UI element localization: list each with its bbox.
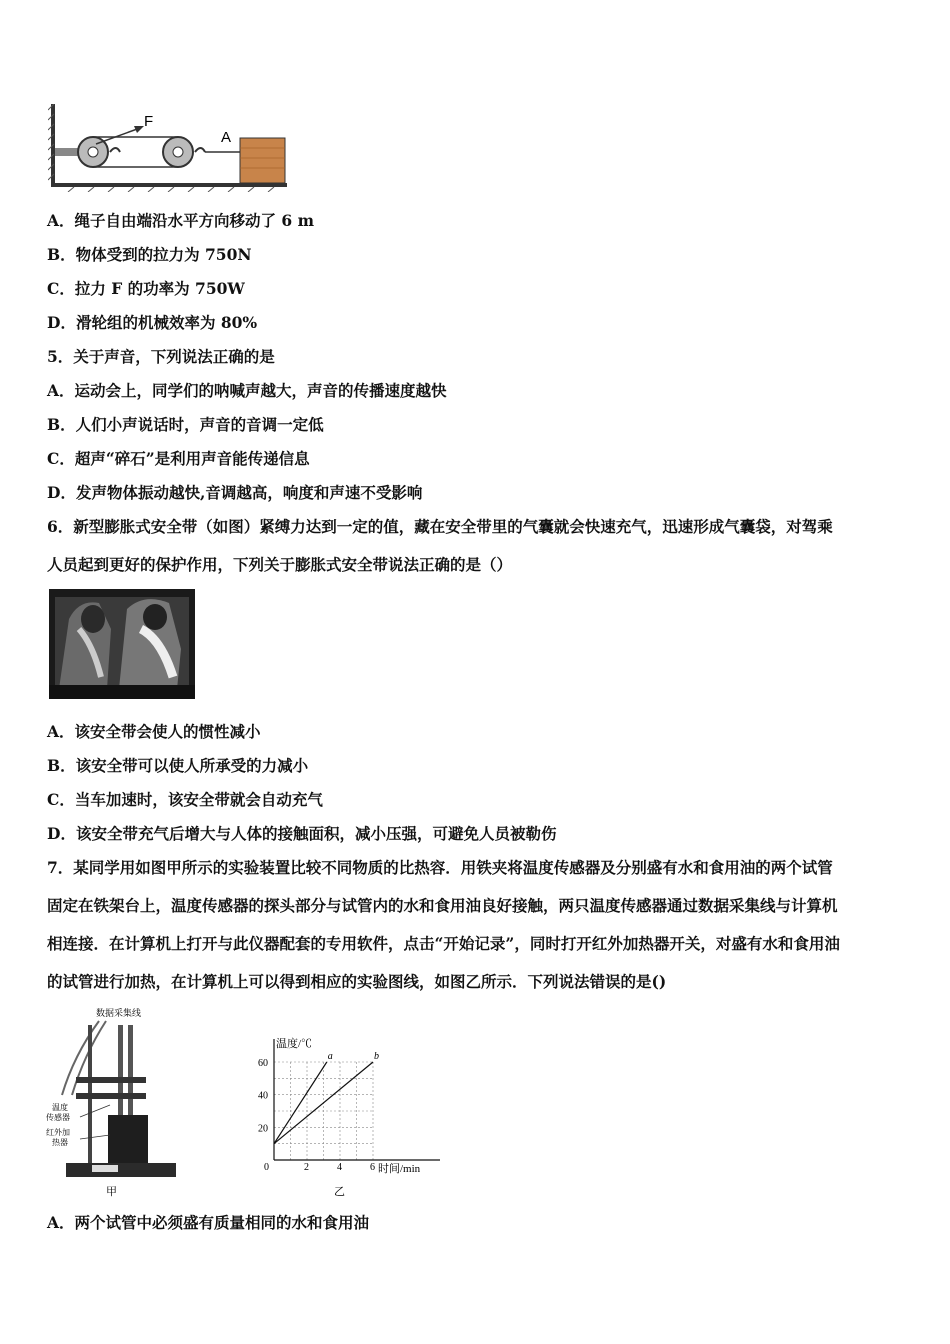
series-line-a [274,1062,327,1144]
q4-option-a: A．绳子自由端沿水平方向移动了 6 m [47,211,315,230]
seatbelt-photo [49,589,195,699]
x-tick-label: 2 [304,1162,309,1173]
heater-label-2: 热器 [52,1138,68,1147]
q6-option-c: C．当车加速时，该安全带就会自动充气 [47,790,323,809]
q5-option-d: D．发声物体振动越快,音调越高，响度和声速不受影响 [47,483,423,502]
q7-stem-line-2: 固定在铁架台上，温度传感器的探头部分与试管内的水和食用油良好接触，两只温度传感器通过数据采集线与计算机 [47,896,838,915]
q5-stem: 5．关于声音，下列说法正确的是 [47,347,275,366]
q7-stem-line-4: 的试管进行加热，在计算机上可以得到相应的实验图线，如图乙所示．下列说法错误的是() [47,972,667,991]
q4-option-d: D．滑轮组的机械效率为 80% [47,313,258,332]
apparatus-caption: 甲 [106,1185,117,1198]
y-tick-label: 20 [258,1123,268,1135]
x-tick-label: 0 [264,1162,269,1173]
series-label-b: b [374,1051,379,1062]
x-tick-label: 4 [337,1162,342,1173]
point-a-label: A [221,129,232,146]
sensor-label-2: 传感器 [46,1113,70,1122]
y-tick-label: 40 [258,1090,268,1102]
x-tick-label: 6 [370,1162,375,1173]
pulley-figure [48,104,290,192]
q6-stem-line-2: 人员起到更好的保护作用，下列关于膨胀式安全带说法正确的是（） [47,555,513,574]
series-label-a: a [327,1051,333,1062]
y-axis-label: 温度/℃ [276,1038,313,1050]
q6-option-d: D．该安全带充气后增大与人体的接触面积，减小压强，可避免人员被勒伤 [47,824,557,843]
q4-option-c: C．拉力 F 的功率为 750W [47,279,245,298]
q6-option-b: B．该安全带可以使人所承受的力减小 [47,756,309,775]
chart-axes [274,1039,440,1160]
apparatus-figure [44,1005,184,1200]
heater-label-1: 红外加 [46,1128,70,1137]
temperature-chart [250,1035,445,1200]
q4-option-b: B．物体受到的拉力为 750N [47,245,252,264]
block [240,138,285,183]
q6-stem-line-1: 6．新型膨胀式安全带（如图）紧缚力达到一定的值，藏在安全带里的气囊就会快速充气，迅速形成气囊袋，对驾乘 [47,517,833,536]
force-label: F [144,113,154,130]
q7-option-a: A．两个试管中必须盛有质量相同的水和食用油 [47,1213,370,1232]
chart-grid [274,1062,373,1160]
y-tick-label: 60 [258,1058,268,1069]
q7-stem-line-1: 7．某同学用如图甲所示的实验装置比较不同物质的比热容．用铁夹将温度传感器及分别盛有水和食用油的两个试管 [47,858,833,877]
q6-option-a: A．该安全带会使人的惯性减小 [47,722,261,741]
q5-option-a: A．运动会上，同学们的呐喊声越大，声音的传播速度越快 [47,381,447,400]
x-axis-label: 时间/min [378,1163,421,1175]
q5-option-b: B．人们小声说话时，声音的音调一定低 [47,415,324,434]
q7-stem-line-3: 相连接．在计算机上打开与此仪器配套的专用软件，点击“开始记录”，同时打开红外加热器开关，对盛有水和食用油 [47,934,840,953]
chart-caption: 乙 [334,1185,345,1198]
sensor-label-1: 温度 [52,1103,68,1112]
cable-label: 数据采集线 [96,1008,142,1018]
q5-option-c: C．超声“碎石”是利用声音能传递信息 [47,449,310,468]
